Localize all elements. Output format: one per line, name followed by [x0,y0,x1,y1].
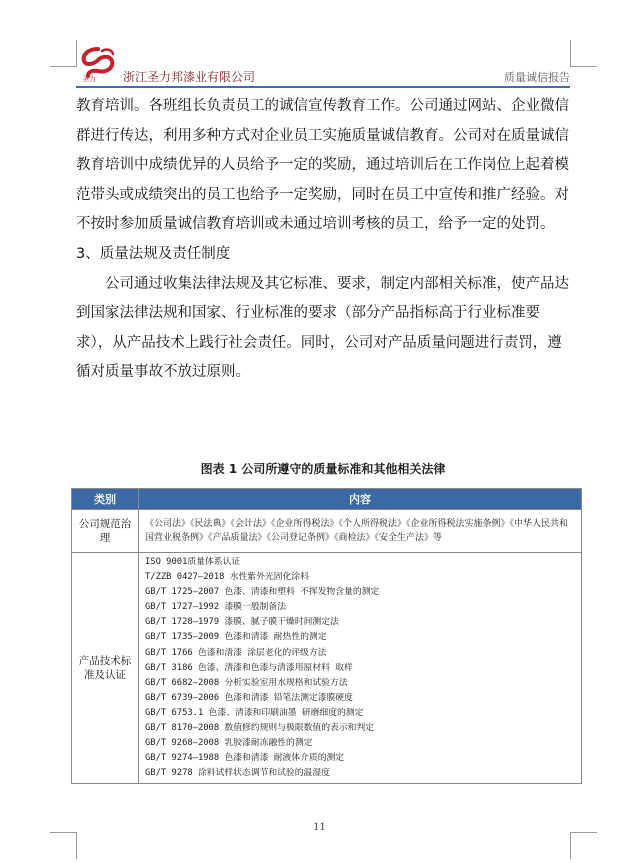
laws-list: 《公司法》《民法典》《会计法》《企业所得税法》《个人所得税法》《企业所得税法实施条例》《中华人民共和国营业税条例》《产品质量法》《公司登记条例》《商检法》《安全生产法》等 [139,510,582,553]
standard-item: GB/T 9278 涂料试样状态调节和试验的温湿度 [145,768,330,779]
standard-item: GB/T 9274—1988 色漆和清漆 耐液体介质的测定 [145,753,345,764]
standard-item: GB/T 9268—2008 乳胶漆耐冻融性的测定 [145,738,313,749]
company-logo-icon [76,46,120,82]
standard-item: ISO 9001质量体系认证 [145,557,241,567]
standard-item: GB/T 6682—2008 分析实验室用水规格和试验方法 [145,677,348,688]
category-governance: 公司规范治理 [72,510,139,553]
standards-table [71,488,582,784]
table-header-row [72,489,582,510]
standard-item: T/ZZB 0427—2018 水性紫外光固化涂料 [145,572,309,583]
company-name: 浙江圣力邦漆业有限公司 [123,70,256,84]
crop-mark-top-right [570,40,597,67]
crop-mark-bottom-left [50,832,77,859]
standard-item: GB/T 3186 色漆、清漆和色漆与清漆用原材料 取样 [145,662,353,673]
category-standards: 产品技术标准及认证 [72,553,139,784]
standard-item: GB/T 1766 色漆和清漆 涂层老化的评级方法 [145,647,327,658]
table-caption: 图表 1 公司所遵守的质量标准和其他相关法律 [200,462,446,476]
body-text [76,92,576,388]
crop-mark-bottom-right [570,832,597,859]
page-number: 11 [313,822,326,833]
report-title: 质量诚信报告 [504,71,570,84]
standard-item: GB/T 1725—2007 色漆、清漆和塑料 不挥发物含量的测定 [145,587,380,598]
table-row [72,510,582,553]
standard-item: GB/T 1728—1979 漆膜、腻子膜干燥时间测定法 [145,617,339,628]
svg-text:圣力: 圣力 [82,75,96,82]
standard-item: GB/T 8170—2008 数值修约规则与极限数值的表示和判定 [145,723,374,734]
paragraph-regulations: 公司通过收集法律法规及其它标准、要求，制定内部相关标准，使产品达到国家法律法规和国家、行业标准的要求（部分产品指标高于行业标准要求），从产品技术上践行社会责任。同时，公司对产品质量问题进行责罚，遵循对质量事故不放过原则。 [76,275,569,381]
standard-item: GB/T 6753.1 色漆、清漆和印刷油墨 研磨细度的测定 [145,707,364,718]
header-content: 内容 [139,489,582,510]
paragraph-training: 教育培训。各班组长负责员工的诚信宣传教育工作。公司通过网站、企业微信群进行传达，利用多种方式对企业员工实施质量诚信教育。公司对在质量诚信教育培训中成绩优异的人员给予一定的奖励，通过培训后在工作岗位上起着模范带头或成绩突出的员工也给予一定奖励，同时在员工中宣传和推广经验。对不按时参加质量诚信教育培训或未通过培训考核的员工，给予一定的处罚。 [76,98,569,233]
standard-item: GB/T 6739—2006 色漆和清漆 铅笔法测定漆膜硬度 [145,692,353,703]
standards-list [139,553,582,784]
standard-item: GB/T 1727—1992 漆膜一般制备法 [145,602,287,613]
table-row [72,553,582,784]
header-rule [76,86,570,88]
standard-item: GB/T 1735—2009 色漆和清漆 耐热性的测定 [145,632,327,643]
header-category: 类别 [72,489,139,510]
page-header [76,46,570,86]
crop-mark-top-left [50,40,77,67]
section-heading: 3、质量法规及责任制度 [76,245,231,262]
